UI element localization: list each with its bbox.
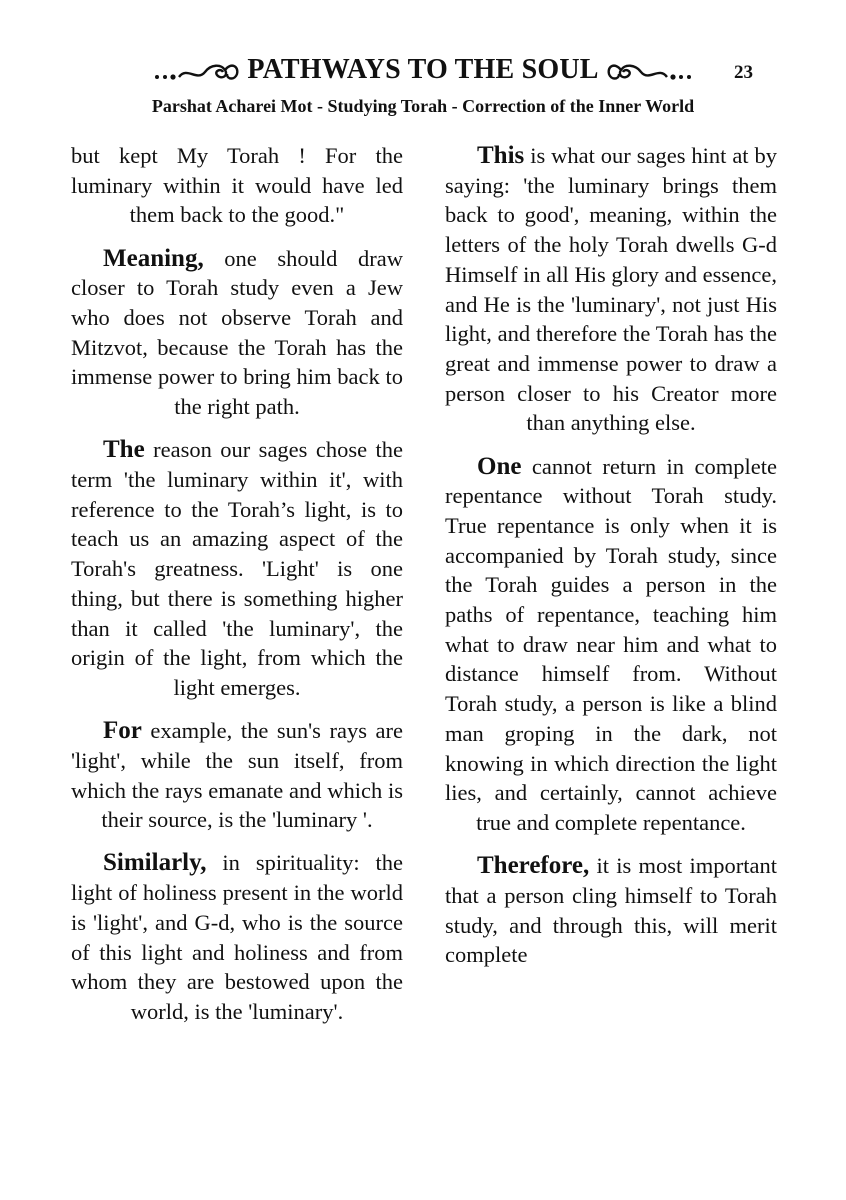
paragraph-lead-word: Therefore,	[477, 852, 590, 880]
paragraph-text: is what our sages hint at by saying: 'the luminary brings them back to good', meaning, within the letters of the holy Torah dwells G-d Himself in all His glory and essence, and He is the 'luminary', not just His light, and therefore the Torah has the great and immense power to draw a person closer to his Creator more than anything else.	[445, 143, 777, 436]
paragraph-text: one should draw closer to Torah study even a Jew who does not observe Torah and Mitzvot, because the Torah has the immense power to bring him back to the right path.	[71, 245, 403, 420]
paragraph	[445, 851, 777, 970]
paragraph-text: in spirituality: the light of holiness present in the world is 'light', and G-d, who is the source of this light and holiness and from whom they are bestowed upon the world, is the 'luminary'.	[71, 850, 403, 1024]
left-column	[71, 141, 403, 1040]
paragraph-text: cannot return in complete repentance without Torah study. True repentance is only when it is accompanied by Torah study, since the Torah guides a person in the paths of repentance, teaching him what to draw near him and what to distance himself from. Without Torah study, a person is like a blind man groping in the dark, not knowing in which direction the light lies, and certainly, cannot achieve true and complete repentance.	[445, 453, 777, 835]
paragraph	[71, 244, 403, 422]
right-ornament-icon	[603, 56, 695, 84]
paragraph-text: reason our sages chose the term 'the luminary within it', with reference to the Torah’s light, is to teach us an amazing aspect of the Torah's greatness. 'Light' is one thing, but there is something higher than it called 'the luminary', the origin of the light, from which the light emerges.	[71, 437, 403, 700]
title-banner	[130, 50, 716, 90]
paragraph	[71, 141, 403, 230]
paragraph-lead-word: Similarly,	[103, 849, 207, 877]
paragraph	[445, 452, 777, 838]
left-ornament-icon	[151, 56, 243, 84]
paragraph-text: but kept My Torah ! For the luminary within it would have led them back to the good."	[71, 143, 403, 228]
paragraph	[71, 435, 403, 702]
paragraph	[71, 848, 403, 1026]
paragraph-lead-word: Meaning,	[103, 244, 204, 272]
paragraph-text: it is most important that a person cling himself to Torah study, and through this, will merit complete	[445, 853, 777, 968]
right-column	[445, 141, 777, 983]
paragraph-text: example, the sun's rays are 'light', while the sun itself, from which the rays emanate and which is their source, is the 'luminary '.	[71, 718, 403, 833]
chapter-subtitle: Parshat Acharei Mot - Studying Torah - Correction of the Inner World	[151, 96, 695, 116]
paragraph	[445, 141, 777, 438]
paragraph-lead-word: The	[103, 436, 145, 464]
paragraph-lead-word: One	[477, 452, 522, 480]
page-number: 23	[734, 62, 753, 83]
page-header	[0, 50, 846, 90]
page-title: PATHWAYS TO THE SOUL	[247, 54, 599, 85]
paragraph-lead-word: For	[103, 717, 142, 745]
paragraph-lead-word: This	[477, 142, 525, 169]
paragraph	[71, 716, 403, 835]
